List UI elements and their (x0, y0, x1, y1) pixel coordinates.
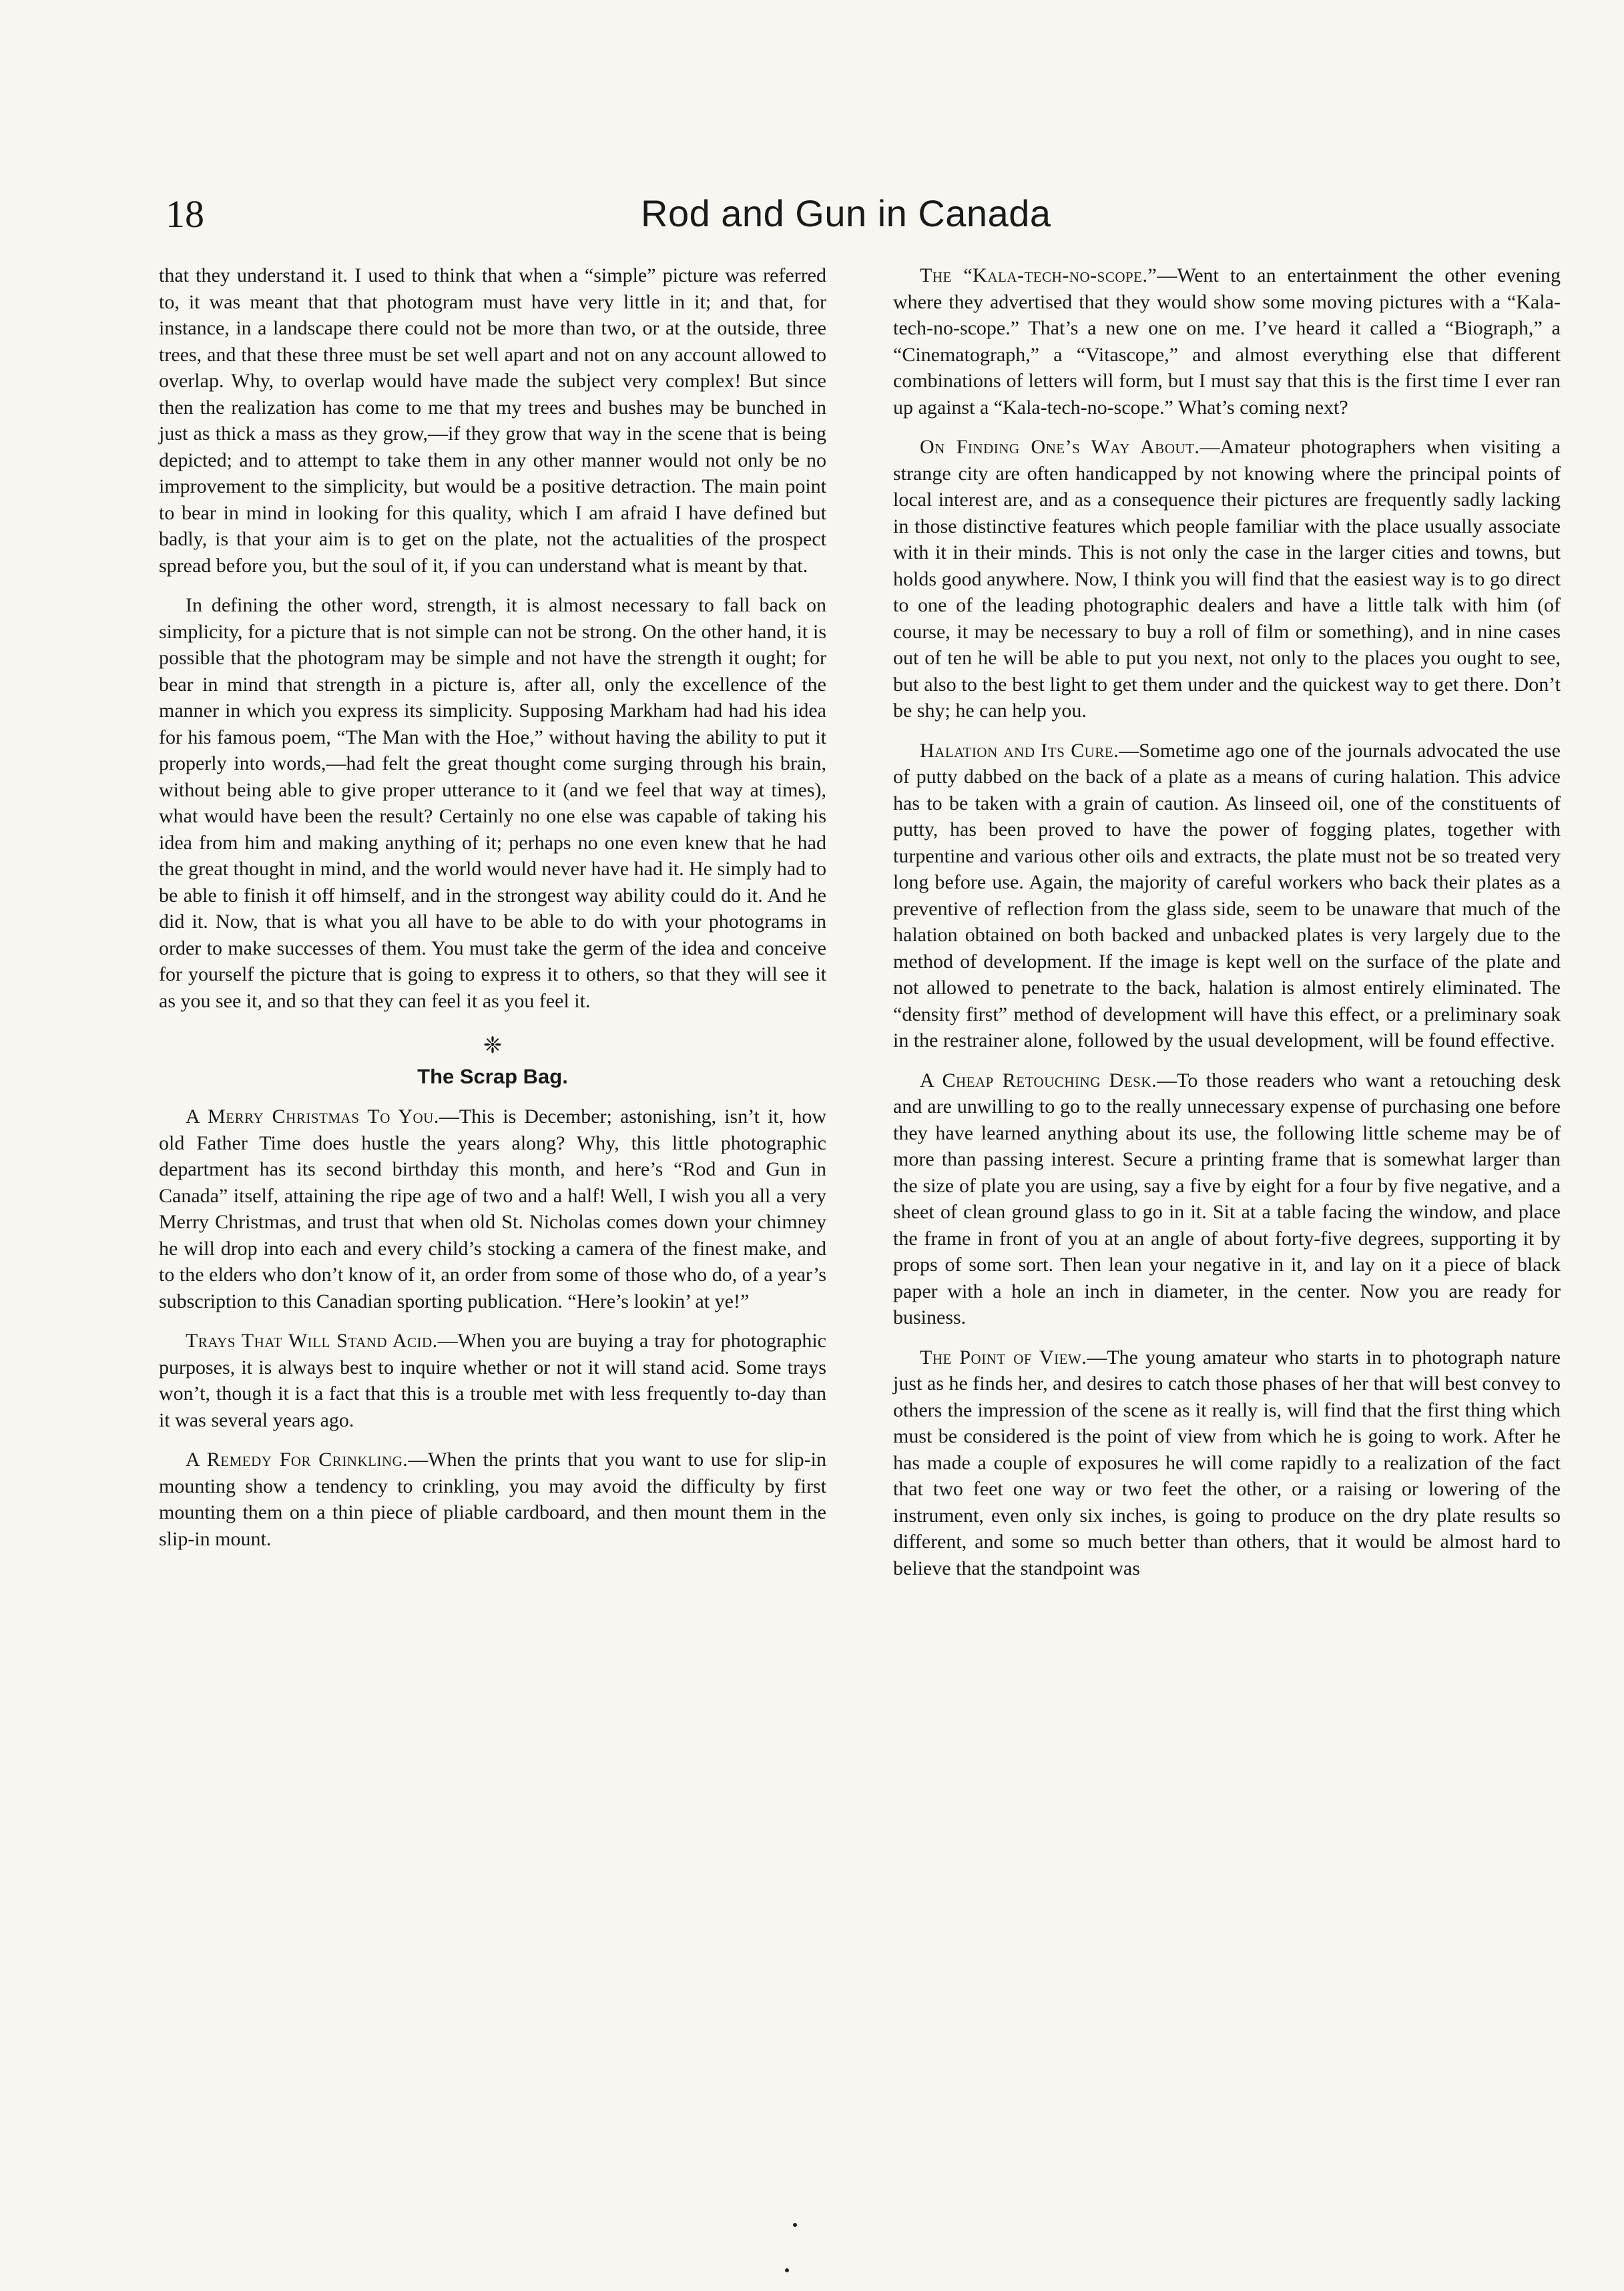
item-body: —When the prints that you want to use for slip-in mounting show a tendency to crinkling, you may avoid the difficulty by first mounting them on a thin piece of pliable cardboard, and then mount them in the slip-in mount. (159, 1449, 826, 1550)
section-heading: The Scrap Bag. (417, 1065, 568, 1088)
item-body: —Sometime ago one of the journals advocated the use of putty dabbed on the back of a plate as a means of curing halation. This advice has to be taken with a grain of caution. As linseed oil, one of the constituents of putty, has been proved to have the power of fogging plates, together with turpentine and various other oils and extracts, the plate must not be so treated very long before use. Again, the majority of careful workers who back their plates as a preventive of reflection from the glass side, seem to be unaware that much of the halation obtained on both backed and unbacked plates is very largely due to the method of development. If the image is kept well on the surface of the plate and not allowed to penetrate to the back, halation is almost entirely eliminated. The “density first” method of development will have this effect, or a preliminary soak in the restrainer alone, followed by the usual development, will be found effective. (893, 739, 1561, 1051)
item-heading: A Cheap Retouching Desk. (920, 1069, 1157, 1091)
item-body: —This is December; astonishing, isn’t it, how old Father Time does hustle the years along? Why, this little photographic department has its second birthday this month, and here’s “Rod and Gun in Canada” itself, attaining the ripe age of two and a half! Well, I wish you all a very Merry Christmas, and trust that when old St. Nicholas comes down your chimney he will drop into each and every child’s stocking a camera of the finest make, and to the elders who don’t know of it, an order from some of those who do, of a year’s subscription to this Canadian sporting publication. “Here’s lookin’ at ye!” (159, 1105, 826, 1312)
item-heading: The Point of View. (920, 1346, 1087, 1368)
scrap-item-remedy (159, 1447, 826, 1552)
item-heading: The “Kala-tech-no-scope.” (920, 264, 1157, 286)
article-paragraph: that they understand it. I used to think that when a “simple” picture was referred to, it was meant that that photogram must have very little in it; and that, for instance, in a landscape there could not be more than two, or at the outside, three trees, and that these three must be set well apart and not on any account allowed to overlap. Why, to overlap would have made the subject very complex! But since then the realization has come to me that my trees and bushes may be bunched in just as thick a mass as they grow,—if they grow that way in the scene that is being depicted; and to attempt to take them in any other manner would not only be no improvement to the simplicity, but would be a positive detraction. The main point to bear in mind in looking for this quality, which I am afraid I have defined but badly, is that your aim is to get on the plate, not the actualities of the prospect spread before you, but the soul of it, if you can understand what is meant by that. (159, 264, 826, 577)
item-body: —The young amateur who starts in to photograph nature just as he finds her, and desires to catch those phases of her that will best convey to others the impression of the scene as it really is, will find that the first thing which must be considered is the point of view from which he is going to work. After he has made a couple of exposures he will come rapidly to a realization of the fact that two feet one way or two feet the other, or a raising or lowering of the instrument, even only six inches, is going to produce on the dry plate results so different, and some so much better than others, that it would be almost hard to believe that the standpoint was (893, 1346, 1561, 1579)
item-body: —To those readers who want a retouching desk and are unwilling to go to the really unnecessary expense of purchasing one before they have learned anything about its use, the following little scheme may be of more than passing interest. Secure a printing frame that is somewhat larger than the size of plate you are using, say a five by eight for a four by five negative, and a sheet of clean ground glass to go in it. Sit at a table facing the window, and place the frame in front of you at an angle of about forty-five degrees, supporting it by props of some sort. Then lean your negative in it, and lay on it a piece of black paper with a hole an inch in diameter, in the center. Now you are ready for business. (893, 1069, 1561, 1328)
ornament-icon: ❈ (483, 1033, 503, 1058)
right-column (893, 262, 1561, 1595)
page-number: 18 (166, 192, 204, 236)
scrap-item-desk (893, 1067, 1561, 1331)
item-heading: On Finding One’s Way About. (920, 436, 1200, 458)
running-title: Rod and Gun in Canada (641, 192, 1051, 234)
left-column (159, 262, 826, 1565)
item-body: —Amateur photographers when visiting a strange city are often handicapped by not knowing where the principal points of local interest are, and as a consequence their pictures are frequently sadly lacking in those distinctive features which people familiar with the place usually associate with it in their minds. This is not only the case in the larger cities and towns, but holds good anywhere. Now, I think you will find that the easiest way is to go direct to one of the leading photographic dealers and have a little talk with him (of course, it may be necessary to buy a roll of film or something), and in nine cases out of ten he will be able to put you next, not only to the places you ought to see, but also to the best light to get them under and the quickest way to get there. Don’t be shy; he can help you. (893, 436, 1561, 722)
item-heading: Trays That Will Stand Acid. (186, 1330, 438, 1352)
item-heading: Halation and Its Cure. (920, 739, 1119, 762)
scrap-item-trays (159, 1328, 826, 1433)
print-speck (785, 2268, 789, 2272)
print-speck (793, 2223, 797, 2227)
item-heading: A Merry Christmas To You. (186, 1105, 439, 1127)
scrap-item-finding (893, 434, 1561, 724)
scrap-item-halation (893, 738, 1561, 1054)
item-heading: A Remedy For Crinkling. (186, 1449, 409, 1471)
scrap-item-point (893, 1344, 1561, 1582)
scrap-item-christmas (159, 1103, 826, 1314)
item-body: —When you are buying a tray for photographic purposes, it is always best to inquire whether or not it will stand acid. Some trays won’t, though it is a fact that this is a trouble met with less frequently to-day than it was several years ago. (159, 1330, 826, 1431)
article-paragraph: In defining the other word, strength, it is almost necessary to fall back on simplicity, for a picture that is not simple can not be strong. On the other hand, it is possible that the photogram may be simple and not have the strength it ought; for bear in mind that strength in a picture is, after all, only the excellence of the manner in which you express its simplicity. Supposing Markham had had his idea for his famous poem, “The Man with the Hoe,” without having the ability to put it properly into words,—had felt the great thought come surging through his brain, without being able to give proper utterance to it (and we feel that way at times), what would have been the result? Certainly no one else was capable of taking his idea from him and making anything of it; perhaps no one even knew that he had the great thought in mind, and the world would never have had it. He simply had to be able to finish it off himself, and in the strongest way ability could do it. And he did it. Now, that is what you all have to be able to do with your photograms in order to make successes of them. You must take the germ of the idea and conceive for yourself the picture that is going to express it to others, so that they will see it as you see it, and so that they can feel it as you feel it. (159, 594, 826, 1012)
scrap-item-kala (893, 262, 1561, 421)
item-body: —Went to an entertainment the other evening where they advertised that they would show some moving pictures with a “Kala-tech-no-scope.” That’s a new one on me. I’ve heard it called a “Biograph,” a “Cinematograph,” a “Vitascope,” and almost everything else that different combinations of letters will form, but I must say that this is the first time I ever ran up against a “Kala-tech-no-scope.” What’s coming next? (893, 264, 1561, 419)
